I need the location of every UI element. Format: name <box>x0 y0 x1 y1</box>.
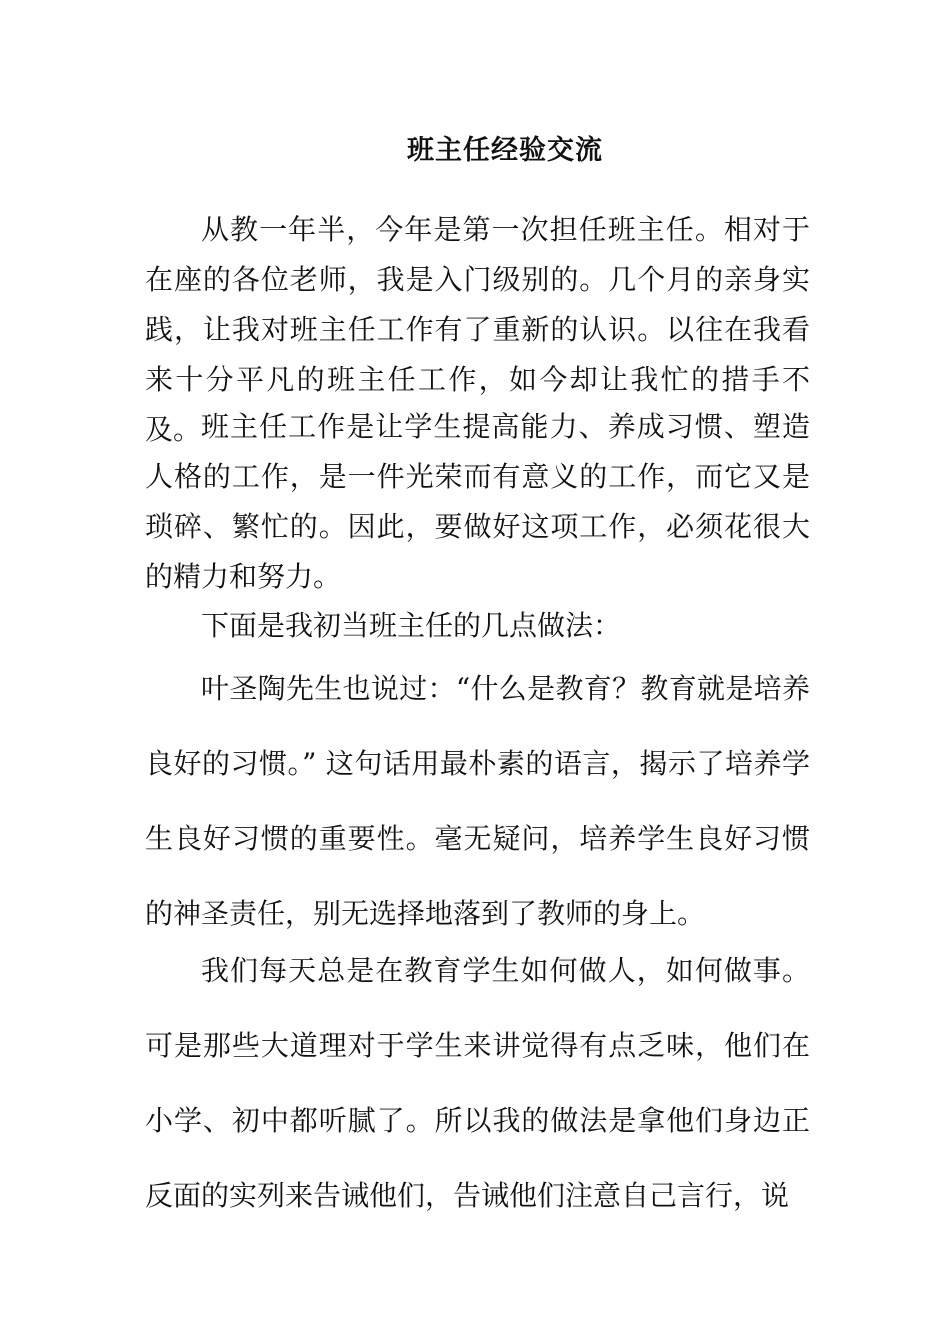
paragraph-habits-quote: 叶圣陶先生也说过：“什么是教育？教育就是培养良好的习惯。” 这句话用最朴素的语言，揭示了培养学生良好习惯的重要性。毫无疑问，培养学生良好习惯的神圣责任，别无选择地落到了教师的身上。 <box>145 672 810 930</box>
paragraph-work-nature: 班主任工作是让学生提高能力、养成习惯、塑造人格的工作，是一件光荣而有意义的工作，而它又是琐碎、繁忙的。因此，要做好这项工作，必须花很大的精力和努力。 <box>145 410 810 593</box>
paragraph-intro: 从教一年半，今年是第一次担任班主任。相对于在座的各位老师，我是入门级别的。几个月的亲身实践，让我对班主任工作有了重新的认识。以往在我看来十分平凡的班主任工作，如今却让我忙的措手不及。 <box>145 213 810 446</box>
paragraph-daily-education: 我们每天总是在教育学生如何做人，如何做事。可是那些大道理对于学生来讲觉得有点乏味，他们在小学、初中都听腻了。所以我的做法是拿他们身边正反面的实列来告诫他们，告诫他们注意自己言行，说 <box>145 954 810 1212</box>
document-title: 班主任经验交流 <box>407 135 603 166</box>
paragraph-methods-heading: 下面是我初当班主任的几点做法： <box>201 609 622 642</box>
